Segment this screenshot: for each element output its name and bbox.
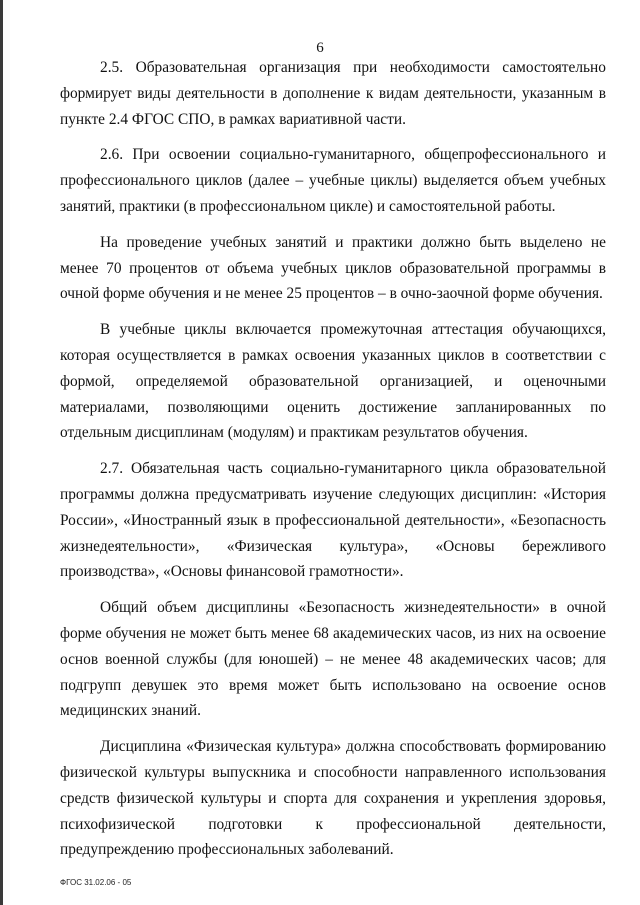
- paragraph-2-5: 2.5. Образовательная организация при необходимости самостоятельно формирует виды деятельности в дополнение к видам деятельности, указанным в пункте 2.4 ФГОС СПО, в рамках вариативной части.: [60, 59, 606, 128]
- paragraph-2-6: 2.6. При освоении социально-гуманитарного, общепрофессионального и профессионального циклов (далее – учебные циклы) выделяется объем учебных занятий, практики (в профессиональном цикле) и самостоятельной работы.: [60, 146, 606, 215]
- page-number: 6: [316, 40, 324, 56]
- paragraph-physical-culture: Дисциплина «Физическая культура» должна способствовать формированию физической культуры выпускника и способности направленного использования средств физической культуры и спорта для сохранения и укрепления здоровья, психофизической подготовки к профессиональной деятельности, предупреждению профессиональных заболеваний.: [60, 738, 606, 859]
- paragraph-attestation: В учебные циклы включается промежуточная аттестация обучающихся, которая осуществляется в рамках освоения указанных циклов в соответствии с формой, определяемой образовательной организацией, и оценочными материалами, позволяющими оценить достижение запланированных по отдельным дисциплинам (модулям) и практикам результатов обучения.: [60, 321, 606, 442]
- paragraph-study-volume: На проведение учебных занятий и практики должно быть выделено не менее 70 процентов от объема учебных циклов образовательной программы в очной форме обучения и не менее 25 процентов – в очно-заочной форме обучения.: [60, 233, 606, 303]
- paragraph-life-safety: Общий объем дисциплины «Безопасность жизнедеятельности» в очной форме обучения не может быть менее 68 академических часов, из них на освоение основ военной службы (для юношей) – не менее 48 академических часов; для подгрупп девушек это время может быть использовано на освоение основ медицинских знаний.: [60, 599, 606, 720]
- document-body: [60, 55, 606, 873]
- paragraph-2-7: 2.7. Обязательная часть социально-гуманитарного цикла образовательной программы должна предусматривать изучение следующих дисциплин: «История России», «Иностранный язык в профессиональной деятельности», «Безопасность жизнедеятельности», «Физическая культура», «Основы бережливого производства», «Основы финансовой грамотности».: [60, 460, 606, 581]
- scan-edge: [0, 0, 3, 905]
- footer-document-code: ФГОС 31.02.06 - 05: [60, 878, 132, 887]
